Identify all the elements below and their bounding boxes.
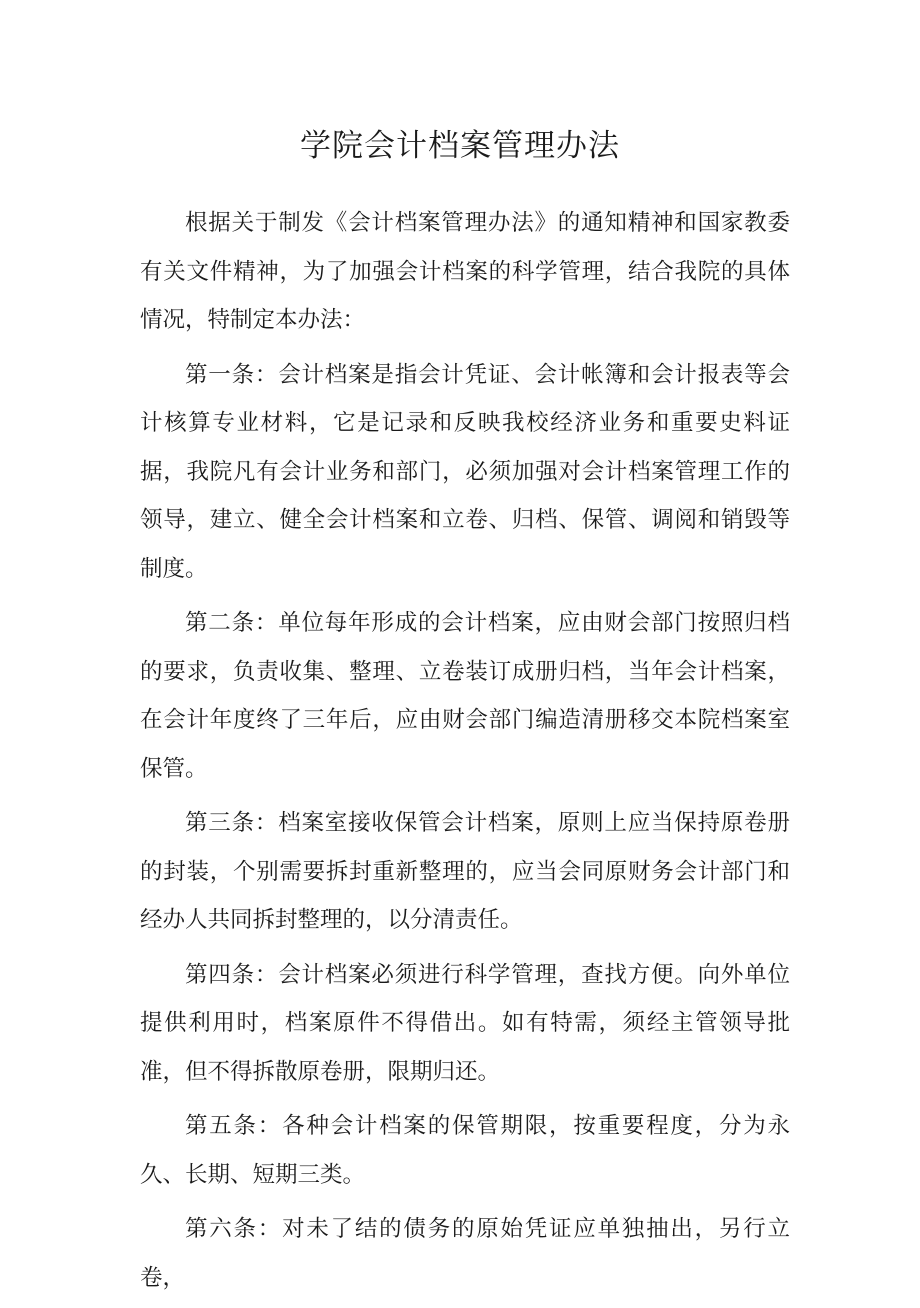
- paragraph-article-2: 第二条：单位每年形成的会计档案，应由财会部门按照归档的要求，负责收集、整理、立卷装订成册归档，当年会计档案，在会计年度终了三年后，应由财会部门编造清册移交本院档案室保管。: [140, 610, 790, 782]
- paragraph-article-5: 第五条：各种会计档案的保管期限，按重要程度，分为永久、长期、短期三类。: [140, 1113, 790, 1188]
- document-title: 学院会计档案管理办法: [300, 128, 620, 164]
- document-body: [140, 199, 790, 1308]
- paragraph-article-6: 第六条：对未了结的债务的原始凭证应单独抽出，另行立卷，: [140, 1216, 790, 1291]
- paragraph-article-4: 第四条：会计档案必须进行科学管理，查找方便。向外单位提供利用时，档案原件不得借出。如有特需，须经主管领导批准，但不得拆散原卷册，限期归还。: [140, 961, 790, 1085]
- paragraph-article-3: 第三条：档案室接收保管会计档案，原则上应当保持原卷册的封装，个别需要拆封重新整理的，应当会同原财务会计部门和经办人共同拆封整理的，以分清责任。: [140, 810, 790, 933]
- paragraph-intro: 根据关于制发《会计档案管理办法》的通知精神和国家教委有关文件精神，为了加强会计档案的科学管理，结合我院的具体情况，特制定本办法：: [140, 210, 790, 333]
- paragraph-article-1: 第一条：会计档案是指会计凭证、会计帐簿和会计报表等会计核算专业材料，它是记录和反映我校经济业务和重要史料证据，我院凡有会计业务和部门，必须加强对会计档案管理工作的领导，建立、健全会计档案和立卷、归档、保管、调阅和销毁等制度。: [140, 361, 790, 582]
